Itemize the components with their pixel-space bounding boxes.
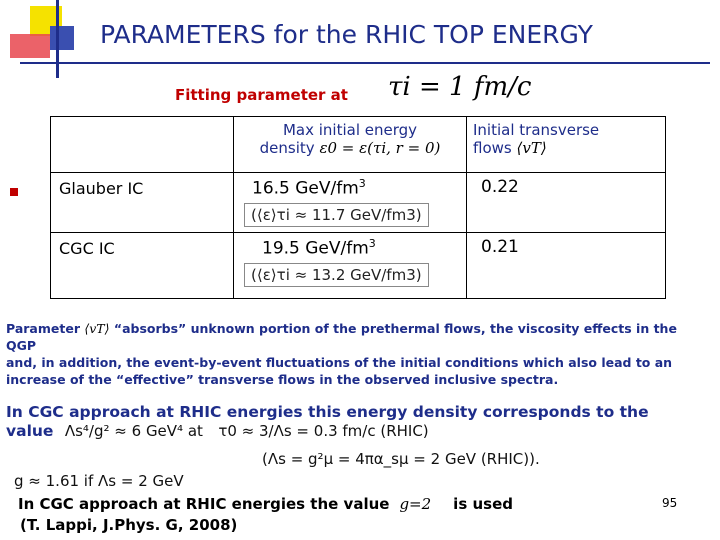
table-corner-cell <box>51 117 234 173</box>
cgc-line-1: In CGC approach at RHIC energies this energy density corresponds to the <box>6 403 649 421</box>
row-label-cell <box>51 233 234 299</box>
slide-subtitle: Fitting parameter at <box>175 86 348 104</box>
bottom-line-2: (T. Lappi, J.Phys. G, 2008) <box>20 516 238 534</box>
decorative-red-square <box>10 34 50 58</box>
header-energy-line2: density <box>259 139 315 157</box>
row-energy-exponent: 3 <box>358 177 366 190</box>
header-energy-line1: Max initial energy <box>282 121 418 139</box>
header-flow-formula: ⟨vT⟩ <box>516 139 547 157</box>
paragraph-line1-rest: “absorbs” unknown portion of the prethermal flows, the viscosity effects in the QGP <box>6 321 677 353</box>
decorative-blue-square <box>50 26 74 50</box>
cgc-formula-a: Λs⁴/g² ≈ 6 GeV⁴ at <box>64 422 203 440</box>
paragraph-line-1 <box>6 320 711 354</box>
cgc-line-2 <box>6 422 711 441</box>
parameters-table <box>50 116 666 299</box>
row-energy-cell <box>234 233 467 299</box>
cgc-statement <box>6 403 711 441</box>
row-label: Glauber IC <box>59 179 144 198</box>
row-energy-exponent: 3 <box>368 237 376 250</box>
row-energy-number: 19.5 GeV/fm <box>262 238 369 259</box>
header-energy-formula: ε0 = ε(τi, r = 0) <box>319 139 441 157</box>
table-row <box>51 233 666 299</box>
row-flow-value: 0.22 <box>481 177 519 197</box>
paragraph-line-3: increase of the “effective” transverse flows in the observed inclusive spectra. <box>6 372 559 387</box>
header-flow-cell <box>467 117 666 173</box>
header-flow-line1: Initial transverse <box>473 121 600 139</box>
bottom-line1-text: In CGC approach at RHIC energies the value <box>18 495 390 513</box>
bullet-marker <box>10 188 18 196</box>
row-energy-number: 16.5 GeV/fm <box>252 178 359 199</box>
row-label: CGC IC <box>59 239 115 258</box>
bottom-note <box>18 494 513 536</box>
slide-title: PARAMETERS for the RHIC TOP ENERGY <box>100 20 593 49</box>
page-number: 95 <box>662 496 678 510</box>
header-flow-line2: flows <box>473 139 512 157</box>
cgc-formula-b: τ0 ≈ 3/Λs = 0.3 fm/c (RHIC) <box>218 422 429 440</box>
paragraph-prefix: Parameter <box>6 321 80 336</box>
header-energy-cell <box>234 117 467 173</box>
title-underline <box>20 62 710 64</box>
row-flow-cell <box>467 173 666 233</box>
header-energy-label <box>234 117 466 157</box>
row-energy-value <box>244 177 466 199</box>
bottom-formula: g=2 <box>399 495 432 513</box>
row-flow-cell <box>467 233 666 299</box>
bottom-line-1 <box>18 494 513 515</box>
table-row <box>51 173 666 233</box>
row-energy-value <box>244 237 466 259</box>
paragraph-line-2: and, in addition, the event-by-event fluctuations of the initial conditions which also lead to an <box>6 355 673 370</box>
cgc-formula-c: (Λs = g²μ = 4πα_sμ = 2 GeV (RHIC)). <box>262 450 540 468</box>
cgc-formula-d: g ≈ 1.61 if Λs = 2 GeV <box>14 472 184 490</box>
row-energy-average: (⟨ε⟩τi ≈ 11.7 GeV/fm3) <box>244 203 429 227</box>
row-energy-cell <box>234 173 467 233</box>
row-label-cell <box>51 173 234 233</box>
decorative-vertical-line <box>56 0 59 78</box>
paragraph-formula: ⟨vT⟩ <box>84 321 110 336</box>
cgc-value-label: value <box>6 422 54 440</box>
bottom-line1-end: is used <box>453 495 513 513</box>
row-flow-value: 0.21 <box>481 237 519 257</box>
parameter-explanation <box>6 320 711 388</box>
row-energy-average: (⟨ε⟩τi ≈ 13.2 GeV/fm3) <box>244 263 429 287</box>
subtitle-formula: τi = 1 fm/c <box>388 72 532 102</box>
header-flow-label <box>467 117 665 157</box>
